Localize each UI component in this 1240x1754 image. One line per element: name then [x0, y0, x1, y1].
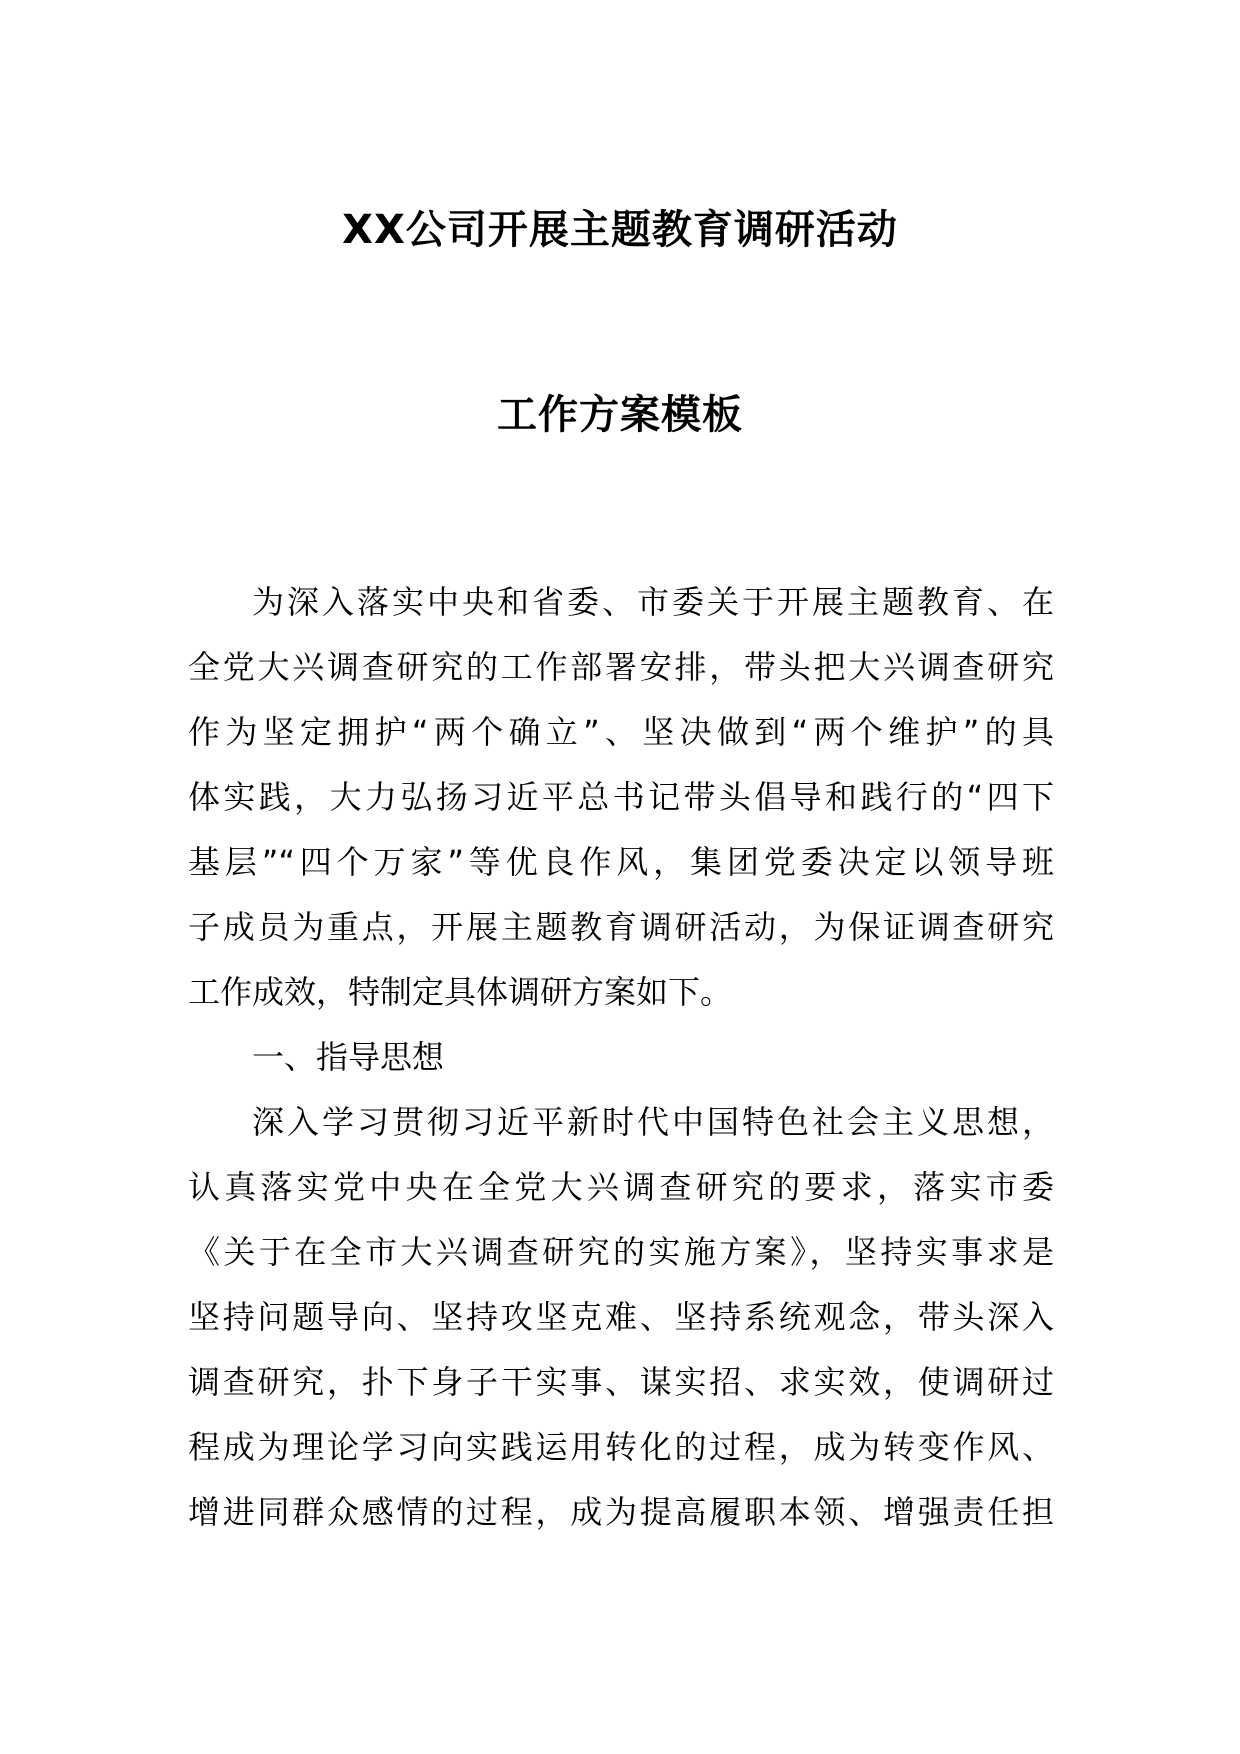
body-text-line: 增进同群众感情的过程，成为提高履职本领、增强责任担 — [188, 1493, 1054, 1531]
body-text-line: 坚持问题导向、坚持攻坚克难、坚持系统观念，带头深入 — [188, 1298, 1054, 1336]
body-text-line: 程成为理论学习向实践运用转化的过程，成为转变作风、 — [188, 1428, 1054, 1466]
body-text-line: 工作成效，特制定具体调研方案如下。 — [188, 973, 733, 1011]
body-text-line: 体实践，大力弘扬习近平总书记带头倡导和践行的“四下 — [188, 778, 1054, 816]
body-text-line: 基层”“四个万家”等优良作风，集团党委决定以领导班 — [188, 843, 1054, 881]
document-title-line-2: 工作方案模板 — [497, 392, 743, 438]
document-title-line-1: XX公司开展主题教育调研活动 — [342, 207, 898, 253]
body-text-line: 子成员为重点，开展主题教育调研活动，为保证调查研究 — [188, 908, 1054, 946]
body-text-line: 《关于在全市大兴调查研究的实施方案》，坚持实事求是 — [188, 1233, 1054, 1271]
body-text-line: 为深入落实中央和省委、市委关于开展主题教育、在 — [252, 583, 1054, 621]
section-heading: 一、指导思想 — [252, 1038, 445, 1076]
body-text-line: 作为坚定拥护“两个确立”、坚决做到“两个维护”的具 — [188, 713, 1054, 751]
body-text-line: 深入学习贯彻习近平新时代中国特色社会主义思想， — [252, 1103, 1054, 1141]
body-text-line: 全党大兴调查研究的工作部署安排，带头把大兴调查研究 — [188, 648, 1054, 686]
body-text-line: 调查研究，扑下身子干实事、谋实招、求实效，使调研过 — [188, 1363, 1054, 1401]
body-text-line: 认真落实党中央在全党大兴调查研究的要求，落实市委 — [188, 1168, 1054, 1206]
